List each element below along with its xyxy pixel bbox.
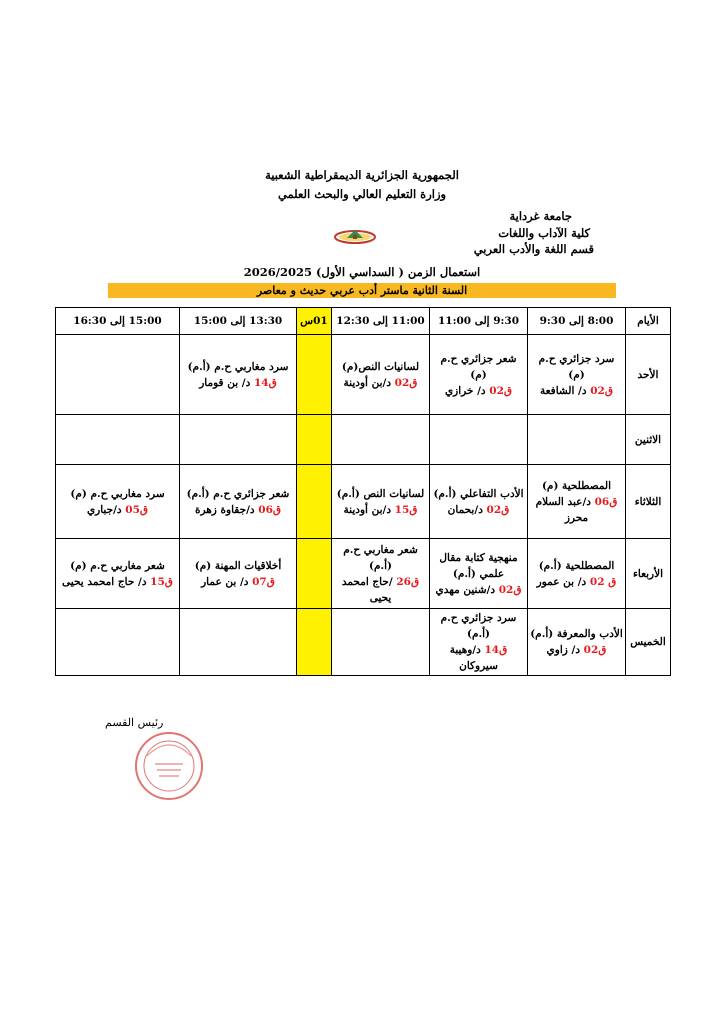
room-number: ق06 xyxy=(594,495,618,508)
teacher-name: د/ الشافعة xyxy=(539,384,587,397)
republic-title: الجمهورية الجزائرية الديمقراطية الشعبية xyxy=(265,168,459,182)
schedule-cell xyxy=(528,415,626,465)
schedule-cell xyxy=(56,415,180,465)
course-name: شعر جزائري ح.م (م) xyxy=(440,352,517,381)
day-label: الاثنين xyxy=(626,415,671,465)
day-row xyxy=(56,609,671,676)
room-number: ق26 xyxy=(396,575,420,588)
time-slot-header: 15:00 إلى 16:30 xyxy=(56,308,180,335)
course-name: سرد جزائري ح.م (م) xyxy=(538,352,615,381)
course-name: المصطلحية (أ.م) xyxy=(538,559,615,572)
teacher-name: /حاج امحمد يحيى xyxy=(341,575,393,604)
course-name: منهجية كتابة مقال xyxy=(439,551,518,564)
room-teacher xyxy=(432,502,525,518)
schedule-cell xyxy=(180,609,297,676)
teacher-name: د/ بن عمور xyxy=(536,575,587,588)
institution-block xyxy=(394,208,594,258)
timetable xyxy=(55,307,671,676)
schedule-cell xyxy=(297,539,332,609)
teacher-name: د/ بن عمار xyxy=(201,575,249,588)
day-label: الأحد xyxy=(626,335,671,415)
room-teacher xyxy=(58,574,177,590)
teacher-name: د/ زاوي xyxy=(546,644,580,656)
department-head-label: رئيس القسم xyxy=(105,716,164,729)
room-number: ق14 xyxy=(253,376,277,389)
room-teacher xyxy=(432,383,525,399)
schedule-cell xyxy=(56,465,180,539)
course-name: (أ.م) xyxy=(466,628,490,640)
schedule-cell xyxy=(332,465,430,539)
schedule-cell xyxy=(297,609,332,676)
room-number: ق02 xyxy=(489,384,513,397)
course-name: شعر مغاربي ح.م xyxy=(343,543,418,556)
schedule-cell xyxy=(56,609,180,676)
schedule-cell xyxy=(180,415,297,465)
room-teacher xyxy=(530,574,623,590)
room-number: ق02 xyxy=(498,583,522,596)
schedule-cell xyxy=(297,335,332,415)
course-name: أخلاقيات المهنة (م) xyxy=(194,559,282,572)
room-number: ق15 xyxy=(150,575,173,588)
room-number: ق14 xyxy=(484,644,508,656)
room-teacher xyxy=(334,574,427,606)
schedule-cell xyxy=(332,539,430,609)
room-number: ق05 xyxy=(125,503,149,516)
day-row xyxy=(56,415,671,465)
program-banner: السنة الثانية ماستر أدب عربي حديث و معاصر xyxy=(108,283,616,298)
schedule-cell xyxy=(430,539,528,609)
teacher-name: د/بن أودينة xyxy=(343,376,392,389)
schedule-cell xyxy=(56,539,180,609)
time-slot-header: 13:30 إلى 15:00 xyxy=(180,308,297,335)
room-number: ق02 xyxy=(583,644,607,656)
header-row xyxy=(56,308,671,335)
course-name: علمي (أ.م) xyxy=(452,567,505,580)
teacher-name: د/ بن قومار xyxy=(199,376,251,389)
schedule-title: استعمال الزمن ( السداسي الأول) 2026/2025 xyxy=(243,265,481,279)
department-name: قسم اللغة والأدب العربي xyxy=(473,242,594,256)
teacher-name: د/جباري xyxy=(86,503,122,516)
room-teacher xyxy=(530,383,623,399)
schedule-cell xyxy=(180,465,297,539)
room-teacher xyxy=(182,502,294,518)
room-teacher xyxy=(182,375,294,391)
teacher-name: د/بن أودينة xyxy=(343,503,392,516)
schedule-cell xyxy=(332,609,430,676)
room-number: ق02 xyxy=(394,376,418,389)
teacher-name: د/جقاوة زهرة xyxy=(194,503,255,516)
schedule-cell xyxy=(528,335,626,415)
day-label: الثلاثاء xyxy=(626,465,671,539)
schedule-cell xyxy=(528,609,626,676)
room-teacher xyxy=(334,502,427,518)
schedule-cell xyxy=(297,465,332,539)
day-row xyxy=(56,335,671,415)
department-stamp xyxy=(133,730,205,802)
room-teacher xyxy=(182,574,294,590)
course-name: شعر مغاربي ح.م (م) xyxy=(70,559,165,572)
course-name: (أ.م) xyxy=(368,559,392,572)
course-name: شعر جزائري ح.م (أ.م) xyxy=(186,487,290,500)
schedule-cell xyxy=(332,415,430,465)
time-slot-header: 9:30 إلى 11:00 xyxy=(430,308,528,335)
schedule-cell xyxy=(430,335,528,415)
course-name: الأدب التفاعلي (أ.م) xyxy=(433,487,524,500)
day-label: الخميس xyxy=(626,609,671,676)
course-name: الأدب والمعرفة (أ.م) xyxy=(530,628,623,640)
teacher-name: د/ خرازي xyxy=(444,384,486,397)
ministry-title: وزارة التعليم العالي والبحث العلمي xyxy=(277,187,447,201)
day-label: الأربعاء xyxy=(626,539,671,609)
room-number: ق15 xyxy=(394,503,418,516)
room-number: ق07 xyxy=(252,575,275,588)
room-teacher xyxy=(432,582,525,598)
schedule-cell xyxy=(430,415,528,465)
schedule-cell xyxy=(528,465,626,539)
time-slot-header: 11:00 إلى 12:30 xyxy=(332,308,430,335)
room-teacher xyxy=(530,642,623,658)
teacher-name: د/ حاج امحمد يحيى xyxy=(62,575,147,588)
course-name: سرد مغاربي ح.م (م) xyxy=(70,487,165,500)
teacher-name: د/شنين مهدي xyxy=(435,583,496,596)
course-name: لسانيات النص(م) xyxy=(341,360,420,373)
room-number: ق 02 xyxy=(589,575,617,588)
schedule-cell xyxy=(297,415,332,465)
schedule-cell xyxy=(430,465,528,539)
time-slot-header: 01س xyxy=(297,308,332,335)
faculty-name: كلية الآداب واللغات xyxy=(498,225,590,240)
schedule-cell xyxy=(180,539,297,609)
university-logo xyxy=(333,226,377,246)
teacher-name: د/وهيبة سيروكان xyxy=(449,644,498,672)
schedule-cell xyxy=(528,539,626,609)
room-number: ق02 xyxy=(486,503,510,516)
room-teacher xyxy=(58,502,177,518)
schedule-cell xyxy=(180,335,297,415)
room-teacher xyxy=(334,375,427,391)
schedule-cell xyxy=(430,609,528,676)
schedule-cell xyxy=(332,335,430,415)
day-row xyxy=(56,465,671,539)
teacher-name: د/بحمان xyxy=(447,503,483,516)
room-teacher xyxy=(530,494,623,526)
room-number: ق02 xyxy=(590,384,613,397)
time-slot-header: 8:00 إلى 9:30 xyxy=(528,308,626,335)
teacher-name: د/عبد السلام محرز xyxy=(535,495,591,524)
course-name: سرد مغاربي ح.م (أ.م) xyxy=(187,360,289,373)
room-number: ق06 xyxy=(258,503,282,516)
university-name: جامعة غرداية xyxy=(509,209,572,223)
days-header: الأيام xyxy=(626,308,671,335)
day-row xyxy=(56,539,671,609)
schedule-cell xyxy=(56,335,180,415)
room-teacher xyxy=(432,642,525,674)
course-name: المصطلحية (م) xyxy=(541,479,612,492)
course-name: لسانيات النص (أ.م) xyxy=(336,487,425,500)
course-name: سرد جزائري ح.م xyxy=(440,612,517,624)
